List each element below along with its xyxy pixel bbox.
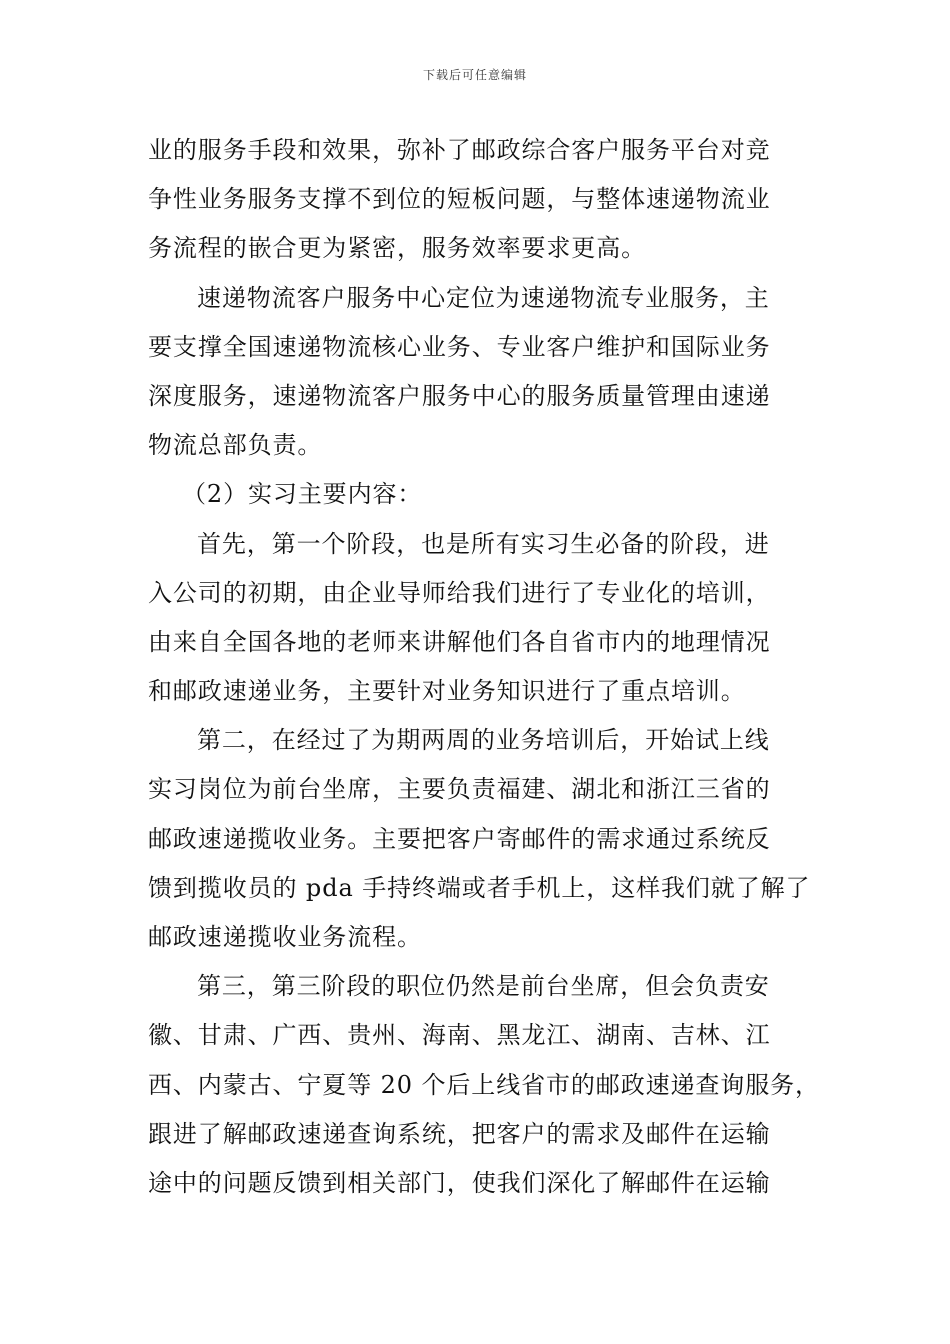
- text-line: 业的服务手段和效果，弥补了邮政综合客户服务平台对竞: [148, 136, 771, 164]
- section-heading: [148, 470, 808, 519]
- text-line: 务流程的嵌合更为紧密，服务效率要求更高。: [148, 234, 646, 263]
- paragraph: [148, 126, 808, 274]
- text-line: 和邮政速递业务，主要针对业务知识进行了重点培训。: [148, 677, 746, 706]
- text-line: 速递物流客户服务中心定位为速递物流专业服务，主: [197, 283, 770, 312]
- text-line: 入公司的初期，由企业导师给我们进行了专业化的培训，: [148, 578, 771, 607]
- text-line: 物流总部负责。: [148, 431, 323, 460]
- paragraph: [148, 274, 808, 471]
- text-line: 西、内蒙古、宁夏等 20 个后上线省市的邮政速递查询服务，: [148, 1070, 820, 1099]
- paragraph: [148, 962, 820, 1208]
- text-line: 跟进了解邮政速递查询系统，把客户的需求及邮件在运输: [148, 1119, 771, 1148]
- text-line: 邮政速递揽收业务流程。: [148, 923, 422, 951]
- text-line: 馈到揽收员的 pda 手持终端或者手机上，这样我们就了解了: [148, 873, 811, 902]
- paragraph: [148, 716, 811, 962]
- text-line: 由来自全国各地的老师来讲解他们各自省市内的地理情况: [148, 627, 771, 656]
- text-line: 争性业务服务支撑不到位的短板问题，与整体速递物流业: [148, 185, 771, 214]
- document-body: [148, 126, 820, 1208]
- text-line: （2）实习主要内容：: [182, 480, 423, 509]
- text-line: 途中的问题反馈到相关部门，使我们深化了解邮件在运输: [148, 1168, 771, 1197]
- text-line: 实习岗位为前台坐席，主要负责福建、湖北和浙江三省的: [148, 775, 771, 804]
- text-line: 邮政速递揽收业务。主要把客户寄邮件的需求通过系统反: [148, 824, 771, 853]
- page-header: 下载后可任意编辑: [422, 68, 527, 82]
- paragraph: [148, 520, 808, 717]
- text-line: 深度服务，速递物流客户服务中心的服务质量管理由速递: [148, 381, 771, 410]
- text-line: 徽、甘肃、广西、贵州、海南、黑龙江、湖南、吉林、江: [148, 1021, 771, 1050]
- text-line: 第二，在经过了为期两周的业务培训后，开始试上线: [197, 726, 770, 755]
- text-line: 要支撑全国速递物流核心业务、专业客户维护和国际业务: [148, 332, 771, 361]
- text-line: 首先，第一个阶段，也是所有实习生必备的阶段，进: [197, 529, 770, 558]
- text-line: 第三，第三阶段的职位仍然是前台坐席，但会负责安: [197, 972, 770, 1001]
